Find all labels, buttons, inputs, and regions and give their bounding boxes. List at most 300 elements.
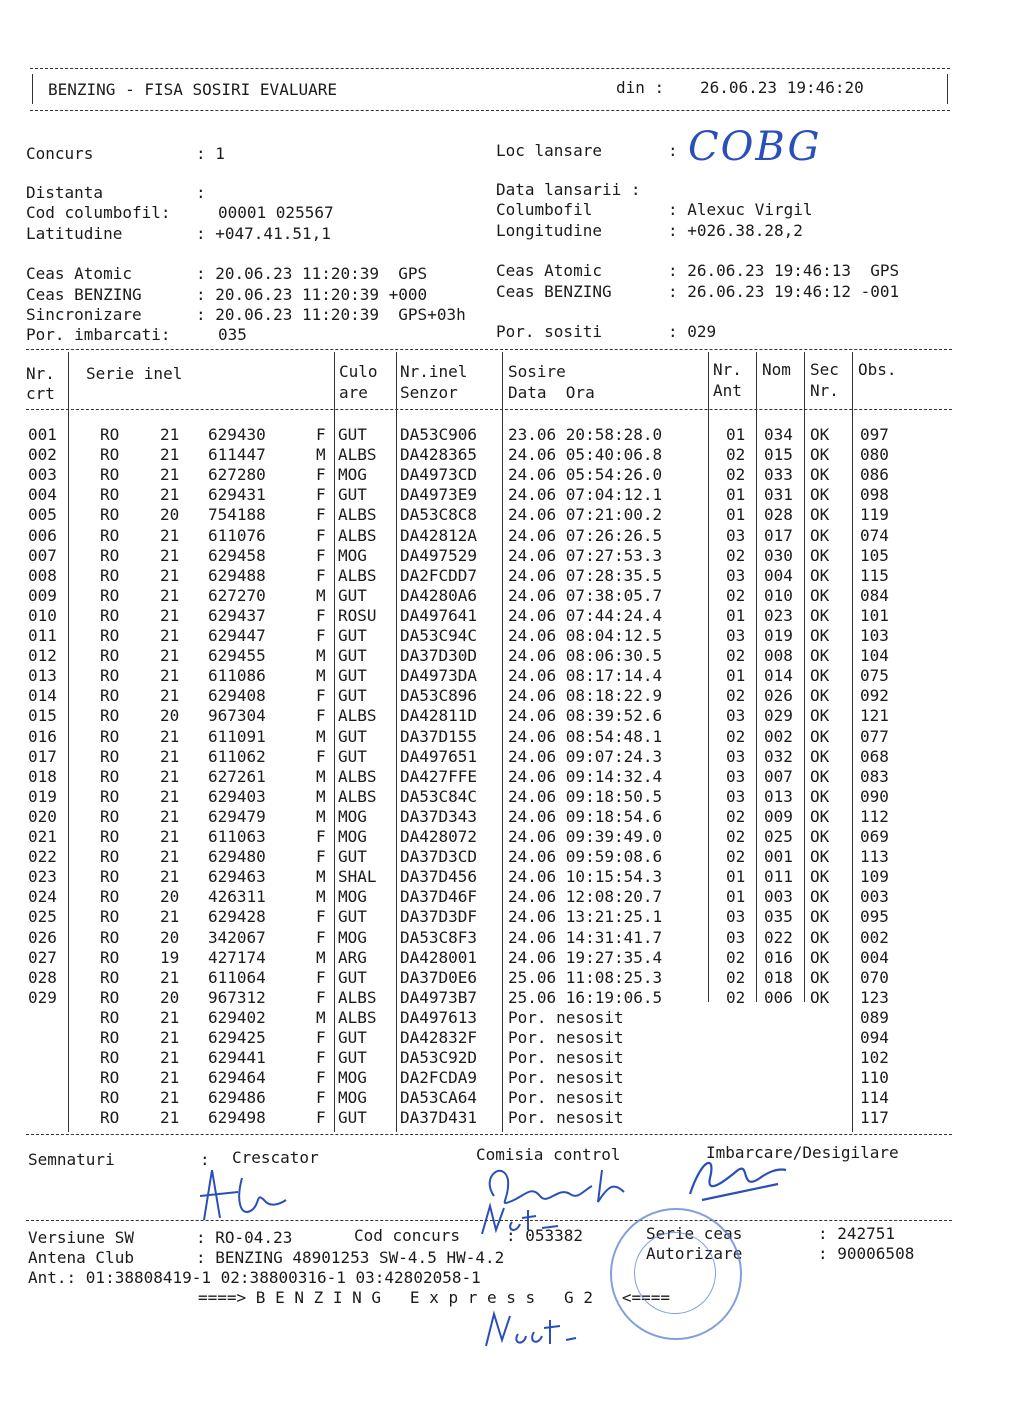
cell-nr: 021 — [28, 827, 57, 846]
cell-nr: 020 — [28, 807, 57, 826]
cell-country: RO — [100, 526, 120, 545]
cell-antenna: 03 — [726, 928, 746, 947]
cell-arrival: Por. nesosit — [508, 1108, 624, 1127]
cell-nom: 015 — [764, 445, 793, 464]
cell-antenna: 03 — [726, 907, 746, 926]
columbofil-value: : Alexuc Virgil — [668, 200, 813, 219]
cell-color: GUT — [338, 586, 367, 605]
cell-antenna: 02 — [726, 847, 746, 866]
imbarcare-label: Imbarcare/Desigilare — [706, 1143, 899, 1162]
cell-sex: M — [316, 445, 326, 464]
cell-nr: 026 — [28, 928, 57, 947]
cell-country: RO — [100, 686, 120, 705]
cell-sensor: DA37D30D — [400, 646, 478, 665]
date-value: 26.06.23 19:46:20 — [700, 78, 864, 97]
cell-antenna: 01 — [726, 505, 746, 524]
cell-year: 21 — [160, 465, 180, 484]
cell-arrival: 24.06 19:27:35.4 — [508, 948, 663, 967]
cell-nr: 001 — [28, 425, 57, 444]
cell-obs: 112 — [860, 807, 889, 826]
cell-ring: 629488 — [208, 566, 266, 585]
cell-color: ARG — [338, 948, 367, 967]
cell-country: RO — [100, 425, 120, 444]
cell-arrival: 24.06 07:21:00.2 — [508, 505, 663, 524]
cell-sex: F — [316, 626, 326, 645]
cell-nr: 005 — [28, 505, 57, 524]
cell-arrival: 24.06 09:59:08.6 — [508, 847, 663, 866]
cell-sensor: DA53CA64 — [400, 1088, 478, 1107]
th-senzor: Senzor — [400, 383, 458, 402]
cell-color: ALBS — [338, 988, 377, 1007]
cell-obs: 070 — [860, 968, 889, 987]
cell-year: 21 — [160, 425, 180, 444]
cell-sex: M — [316, 948, 326, 967]
cell-obs: 094 — [860, 1028, 889, 1047]
cell-obs: 109 — [860, 867, 889, 886]
cell-sensor: DA53C906 — [400, 425, 478, 444]
loc-lansare-handwritten: COBG — [688, 124, 822, 170]
imbarcati-label: Por. imbarcati: — [26, 325, 171, 344]
cell-nom: 035 — [764, 907, 793, 926]
cell-ring: 611091 — [208, 727, 266, 746]
cell-sec: OK — [810, 626, 830, 645]
cell-obs: 074 — [860, 526, 889, 545]
cell-obs: 069 — [860, 827, 889, 846]
cell-sec: OK — [810, 646, 830, 665]
cell-nr: 008 — [28, 566, 57, 585]
cell-year: 21 — [160, 1068, 180, 1087]
cell-color: MOG — [338, 928, 367, 947]
cell-year: 21 — [160, 686, 180, 705]
cell-obs: 092 — [860, 686, 889, 705]
antena-value: : BENZING 48901253 SW-4.5 HW-4.2 — [196, 1248, 505, 1267]
cell-nom: 022 — [764, 928, 793, 947]
cell-sex: F — [316, 1108, 326, 1127]
cell-year: 21 — [160, 1048, 180, 1067]
cell-color: GUT — [338, 425, 367, 444]
cell-arrival: Por. nesosit — [508, 1028, 624, 1047]
cell-nom: 031 — [764, 485, 793, 504]
cell-year: 21 — [160, 767, 180, 786]
loc-lansare-sep: : — [668, 141, 678, 160]
cell-ring: 627261 — [208, 767, 266, 786]
col-sep-senzor — [502, 352, 503, 1132]
cell-sec: OK — [810, 988, 830, 1007]
cell-sex: F — [316, 1068, 326, 1087]
distanta-value: : — [196, 183, 206, 202]
cell-antenna: 02 — [726, 968, 746, 987]
table-top-border — [26, 349, 952, 350]
cell-year: 20 — [160, 988, 180, 1007]
cell-ring: 611076 — [208, 526, 266, 545]
cell-ring: 629428 — [208, 907, 266, 926]
ceas-benzing-right-value: : 26.06.23 19:46:12 -001 — [668, 282, 900, 301]
cell-obs: 121 — [860, 706, 889, 725]
cell-country: RO — [100, 706, 120, 725]
bottom-signature — [478, 1304, 588, 1354]
col-sep-culoare — [396, 352, 397, 1132]
cell-sex: F — [316, 1048, 326, 1067]
col-sep-serie — [334, 352, 335, 1132]
cell-color: GUT — [338, 727, 367, 746]
cell-country: RO — [100, 887, 120, 906]
cell-ring: 629447 — [208, 626, 266, 645]
cell-country: RO — [100, 626, 120, 645]
cell-sex: M — [316, 807, 326, 826]
col-sep-sosire — [708, 352, 709, 1002]
cell-sensor: DA53C8F3 — [400, 928, 478, 947]
cell-arrival: 24.06 08:17:14.4 — [508, 666, 663, 685]
th-culo: Culo — [339, 362, 378, 381]
cell-ring: 629441 — [208, 1048, 266, 1067]
cell-sensor: DA37D456 — [400, 867, 478, 886]
cell-antenna: 03 — [726, 706, 746, 725]
serie-ceas-label: Serie ceas — [646, 1224, 743, 1243]
cell-sensor: DA2FCDA9 — [400, 1068, 478, 1087]
cell-arrival: 24.06 09:18:50.5 — [508, 787, 663, 806]
cell-color: ALBS — [338, 566, 377, 585]
cell-arrival: 24.06 08:18:22.9 — [508, 686, 663, 705]
cell-sec: OK — [810, 425, 830, 444]
cell-sex: F — [316, 526, 326, 545]
cell-arrival: 24.06 05:54:26.0 — [508, 465, 663, 484]
loc-lansare-label: Loc lansare — [496, 141, 602, 160]
cell-arrival: 24.06 07:04:12.1 — [508, 485, 663, 504]
cell-color: ALBS — [338, 706, 377, 725]
cell-ring: 629479 — [208, 807, 266, 826]
cell-sensor: DA497641 — [400, 606, 478, 625]
cell-sensor: DA2FCDD7 — [400, 566, 478, 585]
cell-ring: 629425 — [208, 1028, 266, 1047]
th-crt: crt — [26, 384, 55, 403]
table-header-border — [26, 409, 952, 410]
cell-sec: OK — [810, 546, 830, 565]
cell-ring: 629408 — [208, 686, 266, 705]
cell-sec: OK — [810, 686, 830, 705]
cell-sensor: DA4280A6 — [400, 586, 478, 605]
cell-nr: 015 — [28, 706, 57, 725]
cell-ring: 611062 — [208, 747, 266, 766]
cell-antenna: 03 — [726, 526, 746, 545]
cell-nr: 024 — [28, 887, 57, 906]
cell-arrival: 24.06 08:39:52.6 — [508, 706, 663, 725]
cell-ring: 629455 — [208, 646, 266, 665]
th-obs: Obs. — [858, 360, 897, 379]
cell-arrival: 24.06 13:21:25.1 — [508, 907, 663, 926]
sositi-label: Por. sositi — [496, 322, 602, 341]
cell-country: RO — [100, 606, 120, 625]
cell-nr: 014 — [28, 686, 57, 705]
cell-nom: 006 — [764, 988, 793, 1007]
cell-year: 21 — [160, 445, 180, 464]
cell-sensor: DA37D46F — [400, 887, 478, 906]
cell-year: 20 — [160, 928, 180, 947]
cell-color: GUT — [338, 847, 367, 866]
header-border-top — [30, 68, 950, 69]
cell-ring: 754188 — [208, 505, 266, 524]
cell-antenna: 02 — [726, 988, 746, 1007]
th-serie-inel: Serie inel — [86, 364, 183, 383]
cell-year: 21 — [160, 827, 180, 846]
cell-year: 20 — [160, 706, 180, 725]
cell-year: 19 — [160, 948, 180, 967]
cell-antenna: 02 — [726, 445, 746, 464]
cell-arrival: 24.06 07:44:24.4 — [508, 606, 663, 625]
cell-obs: 004 — [860, 948, 889, 967]
cell-year: 21 — [160, 526, 180, 545]
cell-nom: 001 — [764, 847, 793, 866]
cell-nom: 008 — [764, 646, 793, 665]
cell-ring: 627280 — [208, 465, 266, 484]
cell-country: RO — [100, 907, 120, 926]
cell-obs: 117 — [860, 1108, 889, 1127]
th-sec: Sec — [810, 360, 839, 379]
cell-sensor: DA4973B7 — [400, 988, 478, 1007]
cell-sex: F — [316, 907, 326, 926]
col-sep-nom — [804, 352, 805, 1002]
cell-sensor: DA37D155 — [400, 727, 478, 746]
cell-sec: OK — [810, 847, 830, 866]
cell-color: GUT — [338, 485, 367, 504]
cell-ring: 611063 — [208, 827, 266, 846]
cell-sec: OK — [810, 747, 830, 766]
cell-antenna: 03 — [726, 626, 746, 645]
cell-year: 21 — [160, 626, 180, 645]
cell-obs: 086 — [860, 465, 889, 484]
col-sep-sec — [852, 352, 853, 1132]
cell-antenna: 02 — [726, 807, 746, 826]
cell-obs: 115 — [860, 566, 889, 585]
cell-nr: 011 — [28, 626, 57, 645]
cell-obs: 095 — [860, 907, 889, 926]
cell-sensor: DA42832F — [400, 1028, 478, 1047]
cell-obs: 068 — [860, 747, 889, 766]
cell-ring: 611064 — [208, 968, 266, 987]
col-sep-ant — [756, 352, 757, 1002]
cell-sec: OK — [810, 445, 830, 464]
cell-nom: 018 — [764, 968, 793, 987]
cell-obs: 098 — [860, 485, 889, 504]
cell-year: 21 — [160, 1028, 180, 1047]
cell-antenna: 02 — [726, 727, 746, 746]
latitudine-label: Latitudine — [26, 224, 123, 243]
ceas-atomic-right-label: Ceas Atomic — [496, 261, 602, 280]
cell-ring: 629480 — [208, 847, 266, 866]
col-sep-nr — [68, 352, 69, 1132]
cell-sensor: DA497529 — [400, 546, 478, 565]
cell-year: 21 — [160, 485, 180, 504]
cell-color: MOG — [338, 1088, 367, 1107]
cell-sec: OK — [810, 867, 830, 886]
cell-year: 21 — [160, 867, 180, 886]
cell-country: RO — [100, 586, 120, 605]
cell-sex: M — [316, 1008, 326, 1027]
serie-ceas-value: : 242751 — [818, 1224, 896, 1243]
cell-year: 21 — [160, 1088, 180, 1107]
cell-year: 21 — [160, 807, 180, 826]
cell-sec: OK — [810, 948, 830, 967]
cell-sec: OK — [810, 606, 830, 625]
cell-nom: 023 — [764, 606, 793, 625]
autorizare-label: Autorizare — [646, 1244, 743, 1263]
ceas-benzing-left-value: : 20.06.23 11:20:39 +000 — [196, 285, 428, 304]
cell-obs: 003 — [860, 887, 889, 906]
cell-sensor: DA37D0E6 — [400, 968, 478, 987]
cell-country: RO — [100, 485, 120, 504]
cell-sensor: DA53C84C — [400, 787, 478, 806]
cell-country: RO — [100, 445, 120, 464]
cell-ring: 342067 — [208, 928, 266, 947]
cell-sensor: DA37D343 — [400, 807, 478, 826]
cell-year: 21 — [160, 727, 180, 746]
cell-antenna: 03 — [726, 566, 746, 585]
cell-color: ALBS — [338, 445, 377, 464]
cell-obs: 002 — [860, 928, 889, 947]
cell-ring: 629431 — [208, 485, 266, 504]
cell-country: RO — [100, 1008, 120, 1027]
th-data-ora: Data Ora — [508, 383, 595, 402]
cell-sensor: DA53C92D — [400, 1048, 478, 1067]
cell-color: ALBS — [338, 505, 377, 524]
cell-sec: OK — [810, 727, 830, 746]
cell-sex: F — [316, 606, 326, 625]
cell-ring: 629458 — [208, 546, 266, 565]
cell-arrival: 24.06 08:06:30.5 — [508, 646, 663, 665]
cell-ring: 427174 — [208, 948, 266, 967]
cell-sex: M — [316, 767, 326, 786]
cell-sensor: DA53C8C8 — [400, 505, 478, 524]
cell-sex: F — [316, 686, 326, 705]
cell-nr: 027 — [28, 948, 57, 967]
cell-nom: 014 — [764, 666, 793, 685]
cell-antenna: 02 — [726, 948, 746, 967]
cell-nr: 016 — [28, 727, 57, 746]
cell-nom: 030 — [764, 546, 793, 565]
cell-color: MOG — [338, 465, 367, 484]
cell-arrival: Por. nesosit — [508, 1008, 624, 1027]
crescator-label: Crescator — [232, 1148, 319, 1167]
cell-color: GUT — [338, 1028, 367, 1047]
cell-nr: 007 — [28, 546, 57, 565]
cell-antenna: 02 — [726, 646, 746, 665]
date-label: din : — [616, 78, 665, 97]
cell-sec: OK — [810, 807, 830, 826]
cell-obs: 089 — [860, 1008, 889, 1027]
cell-sensor: DA4973CD — [400, 465, 478, 484]
cell-year: 21 — [160, 907, 180, 926]
versiune-value: : RO-04.23 — [196, 1228, 293, 1247]
cell-color: MOG — [338, 887, 367, 906]
cell-year: 21 — [160, 566, 180, 585]
cell-arrival: 24.06 09:18:54.6 — [508, 807, 663, 826]
cell-nr: 010 — [28, 606, 57, 625]
cell-nom: 032 — [764, 747, 793, 766]
cell-ring: 629402 — [208, 1008, 266, 1027]
cell-year: 21 — [160, 787, 180, 806]
cell-sensor: DA37D3DF — [400, 907, 478, 926]
cell-sec: OK — [810, 666, 830, 685]
cell-arrival: Por. nesosit — [508, 1068, 624, 1087]
cell-obs: 110 — [860, 1068, 889, 1087]
cell-nr: 025 — [28, 907, 57, 926]
cell-obs: 104 — [860, 646, 889, 665]
cell-sex: M — [316, 787, 326, 806]
cell-color: MOG — [338, 807, 367, 826]
cell-antenna: 01 — [726, 887, 746, 906]
cell-color: MOG — [338, 1068, 367, 1087]
semnaturi-label: Semnaturi — [28, 1150, 115, 1169]
cell-sensor: DA4973DA — [400, 666, 478, 685]
cell-arrival: 24.06 07:27:53.3 — [508, 546, 663, 565]
cell-country: RO — [100, 505, 120, 524]
concurs-value: : 1 — [196, 144, 225, 163]
th-nr-inel: Nr.inel — [400, 362, 468, 381]
cell-year: 21 — [160, 847, 180, 866]
cell-color: MOG — [338, 827, 367, 846]
longitudine-label: Longitudine — [496, 221, 602, 240]
cell-country: RO — [100, 1028, 120, 1047]
cell-sec: OK — [810, 827, 830, 846]
cell-year: 21 — [160, 968, 180, 987]
cell-obs: 077 — [860, 727, 889, 746]
cell-nr: 029 — [28, 988, 57, 1007]
cell-sensor: DA497613 — [400, 1008, 478, 1027]
cell-arrival: 24.06 07:28:35.5 — [508, 566, 663, 585]
cell-sensor: DA37D431 — [400, 1108, 478, 1127]
cell-nr: 003 — [28, 465, 57, 484]
cell-sex: F — [316, 566, 326, 585]
cell-antenna: 02 — [726, 586, 746, 605]
versiune-label: Versiune SW — [28, 1228, 134, 1247]
cell-sec: OK — [810, 586, 830, 605]
cell-sec: OK — [810, 505, 830, 524]
cell-nom: 007 — [764, 767, 793, 786]
antena-label: Antena Club — [28, 1248, 134, 1267]
imbarcare-signature — [682, 1148, 792, 1208]
cell-ring: 629437 — [208, 606, 266, 625]
cell-country: RO — [100, 1048, 120, 1067]
cell-year: 21 — [160, 747, 180, 766]
cell-color: ALBS — [338, 526, 377, 545]
cell-country: RO — [100, 867, 120, 886]
cell-year: 21 — [160, 606, 180, 625]
cell-sex: F — [316, 988, 326, 1007]
cell-nom: 026 — [764, 686, 793, 705]
cell-year: 21 — [160, 646, 180, 665]
cell-arrival: 24.06 07:26:26.5 — [508, 526, 663, 545]
sositi-value: : 029 — [668, 322, 717, 341]
cell-nom: 002 — [764, 727, 793, 746]
document-title: BENZING - FISA SOSIRI EVALUARE — [48, 80, 337, 99]
cell-sensor: DA53C94C — [400, 626, 478, 645]
cell-sex: F — [316, 968, 326, 987]
cell-country: RO — [100, 1068, 120, 1087]
th-sosire: Sosire — [508, 362, 566, 381]
cell-sensor: DA37D3CD — [400, 847, 478, 866]
cell-sex: F — [316, 505, 326, 524]
cell-nr: 022 — [28, 847, 57, 866]
cell-sex: F — [316, 747, 326, 766]
cell-nom: 003 — [764, 887, 793, 906]
cell-sex: F — [316, 485, 326, 504]
cell-color: GUT — [338, 666, 367, 685]
cell-color: SHAL — [338, 867, 377, 886]
footer-border — [26, 1220, 952, 1221]
cell-obs: 090 — [860, 787, 889, 806]
th-sec-nr: Nr. — [810, 381, 839, 400]
cell-ring: 426311 — [208, 887, 266, 906]
imbarcati-value: 035 — [218, 325, 247, 344]
